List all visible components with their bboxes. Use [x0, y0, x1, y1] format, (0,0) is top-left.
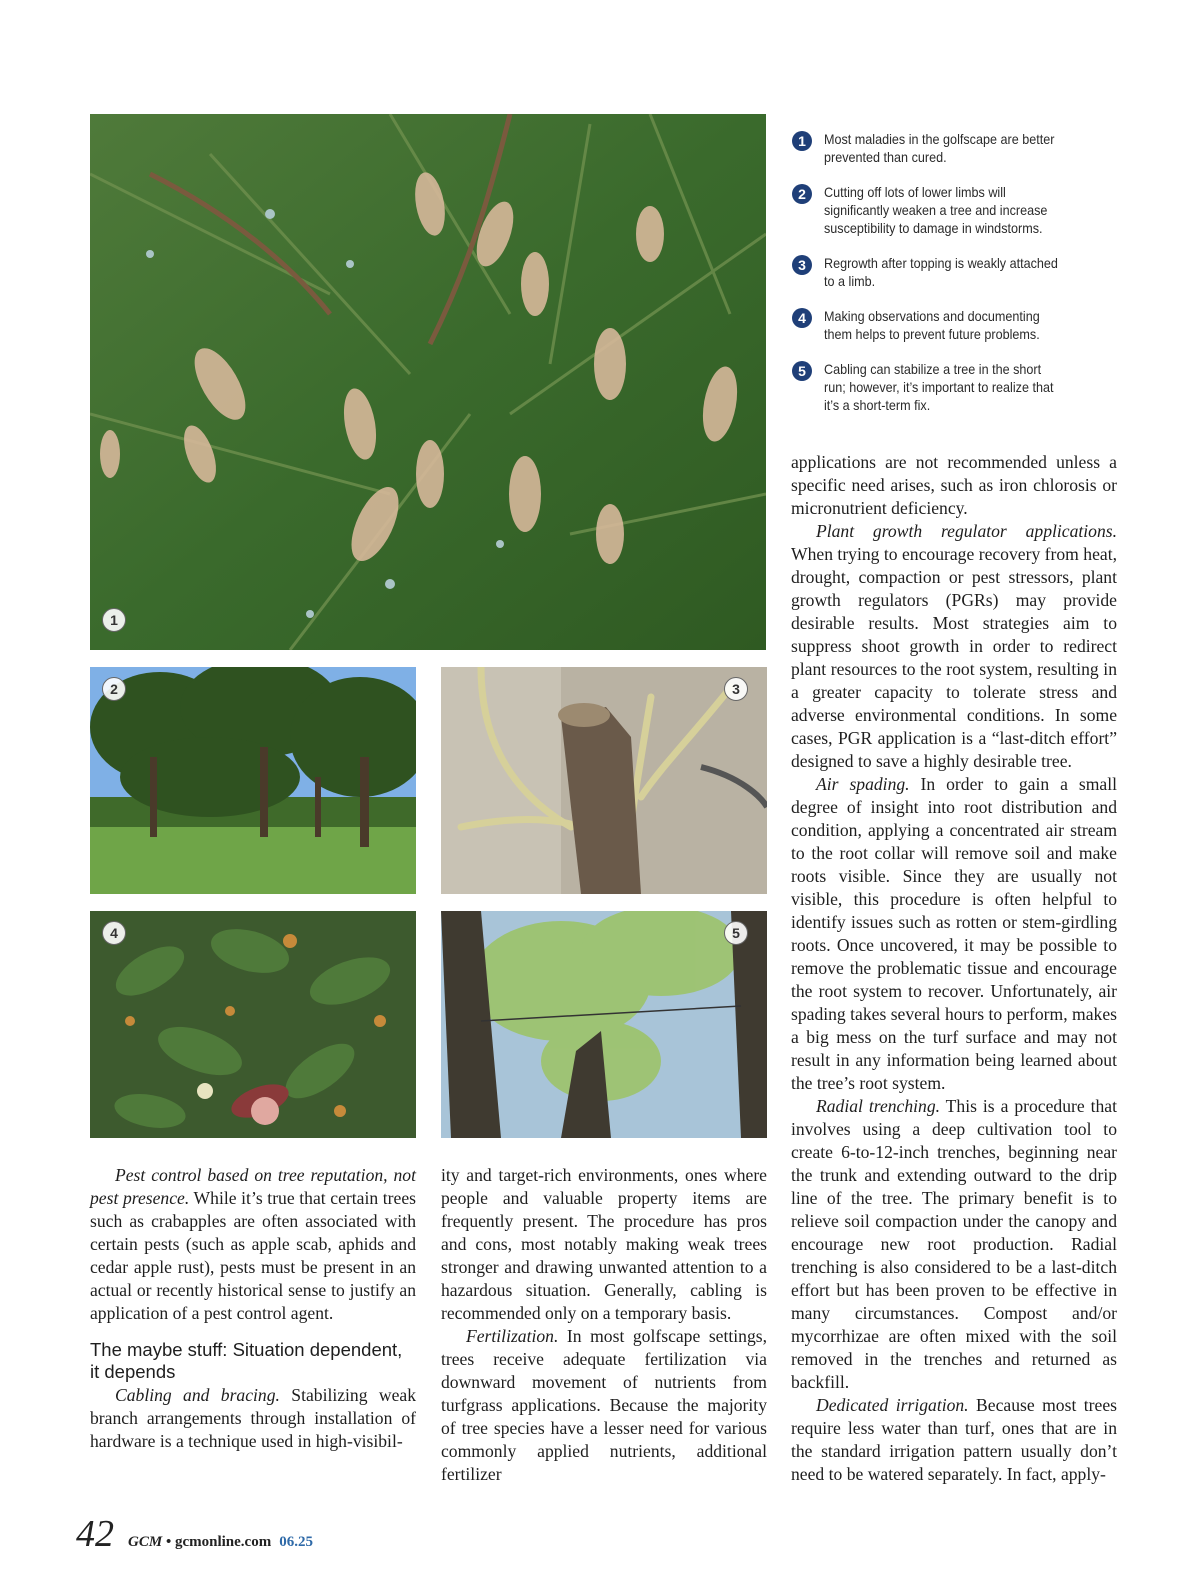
paragraph-lead: Plant growth regulator applications.: [816, 521, 1117, 541]
paragraph-body: This is a procedure that involves using a deep cultivation tool to create 6-to-12-inch trenches, beginning near the trunk and extending outward to the drip line of the tree. The primary benefit is to relieve soil compaction under the canopy and encourage new root production. Radial trenching is also considered to be a last-ditch effort but has been proven to be effective in many circumstances. Compost and/or mycorrhizae are often mixed with the soil removed in the trenches and returned as backfill.: [791, 1096, 1117, 1392]
article-column-2: [441, 1164, 767, 1486]
footer-date: 06.25: [279, 1534, 313, 1550]
photo-number-badge: 4: [102, 921, 126, 945]
footer-brand: GCM: [128, 1534, 163, 1550]
photo-number-badge: 5: [724, 921, 748, 945]
photo-number-badge: 1: [102, 608, 126, 632]
paragraph-body: In most golfscape settings, trees receive adequate fertilization via downward movement of nutrients from turfgrass applications. Because the majority of tree species have a lesser need for various commonly applied nutrients, additional fertilizer: [441, 1326, 767, 1484]
photo-trees-on-fairway: [90, 667, 416, 894]
footer-publication: [128, 1534, 271, 1551]
paragraph: [90, 1384, 416, 1453]
caption-item: [792, 130, 1092, 166]
paragraph: [791, 773, 1117, 1095]
article-column-3: [791, 451, 1117, 1486]
article-column-1: [90, 1164, 416, 1453]
paragraph-lead: Fertilization.: [466, 1326, 559, 1346]
paragraph-lead: Cabling and bracing.: [115, 1385, 280, 1405]
caption-item: [792, 360, 1092, 414]
page-footer: [76, 1512, 313, 1556]
paragraph: [441, 1325, 767, 1486]
paragraph-body: Because most trees require less water than turf, ones that are in the standard irrigation pattern usually don’t need to be watered separately. In fact, apply-: [791, 1395, 1117, 1484]
paragraph: [90, 1164, 416, 1325]
caption-text: Cutting off lots of lower limbs will significantly weaken a tree and increase susceptibility to damage in windstorms.: [824, 184, 1048, 236]
paragraph: applications are not recommended unless a specific need arises, such as iron chlorosis or micronutrient deficiency.: [791, 452, 1117, 518]
caption-number: 2: [792, 184, 812, 204]
caption-number: 5: [792, 361, 812, 381]
paragraph-body: While it’s true that certain trees such as crabapples are often associated with certain pests (such as apple scab, aphids and cedar apple rust), pests must be present in an actual or recently historical sense to justify an application of a pest control agent.: [90, 1188, 416, 1323]
caption-text: Most maladies in the golfscape are better prevented than cured.: [824, 131, 1055, 165]
photo-spotted-leaves: [90, 911, 416, 1138]
footer-separator: •: [162, 1534, 175, 1550]
caption-item: [792, 307, 1092, 343]
paragraph-lead: Dedicated irrigation.: [816, 1395, 969, 1415]
caption-number: 3: [792, 255, 812, 275]
paragraph: ity and target-rich environments, ones where people and valuable property items are frequently present. The procedure has pros and cons, most notably making weak trees stronger and drawing unwanted attention to a hazardous situation. Generally, cabling is recommended only on a temporary basis.: [441, 1165, 767, 1323]
paragraph-body: In order to gain a small degree of insight into root distribution and condition, applying a concentrated air stream to the root collar will remove soil and make roots visible. Since they are usually not visible, this procedure is often helpful to identify issues such as rotten or stem-girdling roots. Once uncovered, it may be possible to remove the problematic tissue and encourage the root system to recover. Unfortunately, air spading takes several hours to perform, makes a big mess on the turf surface and may not result in any information being learned about the tree’s root system.: [791, 774, 1117, 1093]
paragraph-lead: Radial trenching.: [816, 1096, 941, 1116]
paragraph: [791, 520, 1117, 773]
photo-captions: [792, 130, 1092, 431]
caption-item: [792, 254, 1092, 290]
caption-text: Regrowth after topping is weakly attached to a limb.: [824, 255, 1058, 289]
paragraph-lead: Air spading.: [816, 774, 910, 794]
page-number: 42: [76, 1513, 114, 1555]
paragraph: [791, 1095, 1117, 1394]
caption-number: 4: [792, 308, 812, 328]
paragraph: [791, 1394, 1117, 1486]
photo-number-badge: 2: [102, 677, 126, 701]
paragraph-lead: Pest control based on tree reputation, not pest presence.: [90, 1165, 416, 1208]
footer-site: gcmonline.com: [174, 1534, 272, 1550]
photo-juniper-bagworms: [90, 114, 766, 650]
photo-number-badge: 3: [724, 677, 748, 701]
photo-cabled-tree-canopy: [441, 911, 767, 1138]
paragraph-body: When trying to encourage recovery from heat, drought, compaction or pest stressors, plant growth regulators (PGRs) may provide desirable results. Most strategies aim to suppress shoot growth in order to redirect plant resources to the root system, resulting in a greater capacity to tolerate stress and adverse environmental conditions. In some cases, PGR application is a “last-ditch effort” designed to save a highly desirable tree.: [791, 544, 1117, 771]
paragraph-body: Stabilizing weak branch arrangements through installation of hardware is a technique used in high-visibil-: [90, 1385, 416, 1451]
caption-text: Making observations and documenting them helps to prevent future problems.: [824, 308, 1040, 342]
caption-text: Cabling can stabilize a tree in the short run; however, it’s important to realize that it’s a short-term fix.: [824, 361, 1054, 413]
photo-topped-limb-regrowth: [441, 667, 767, 894]
caption-item: [792, 183, 1092, 237]
section-subhead: The maybe stuff: Situation dependent, it depends: [90, 1339, 403, 1382]
caption-number: 1: [792, 131, 812, 151]
